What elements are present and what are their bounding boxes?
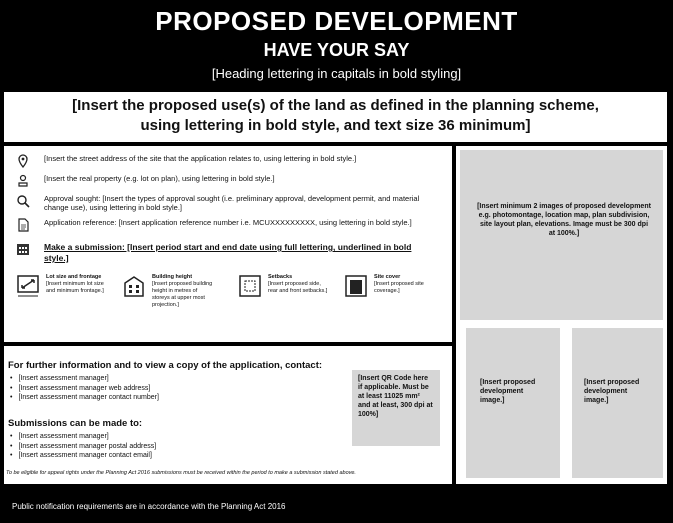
calendar-icon [16,242,30,256]
site-cover-icon [344,274,368,298]
document-icon [16,218,30,232]
proposed-use-box [4,92,667,142]
list-item: • [Insert assessment manager postal address] [10,442,156,452]
appeal-note: To be eligible for appeal rights under the Planning Act 2016 submissions must be received within the period to make a submission stated above. [6,470,356,476]
main-image-placeholder [460,150,663,320]
submission-title: Submissions can be made to: [8,418,143,429]
main-image-text: [Insert minimum 2 images of proposed development e.g. photomontage, location map, plan subdivision, site layout plan, elevations. Image must be 300 dpi at 100%.] [477,203,651,237]
list-item: • [Insert assessment manager] [10,374,159,384]
feature-title: Site cover [374,274,401,280]
list-item: • [Insert assessment manager web address] [10,384,159,394]
page-subtitle: HAVE YOUR SAY [263,40,410,60]
contact-list [10,374,159,403]
proposed-use-line-1: [Insert the proposed use(s) of the land as defined in the planning scheme, [72,97,599,114]
header [0,0,673,92]
image-placeholder-left [466,328,560,478]
property-icon [16,174,30,188]
address-text: [Insert the street address of the site that the application relates to, using lettering in bold style.] [44,154,357,163]
page-title: PROPOSED DEVELOPMENT [155,6,518,36]
feature-text: [Insert proposed side, rear and front setbacks.] [268,281,328,294]
heading-instruction: [Heading lettering in capitals in bold styling] [211,66,462,81]
image-placeholder-right [572,328,663,478]
qr-code-placeholder: [Insert QR Code here if applicable. Must be at least 11025 mm² and at least, 300 dpi at 100%] [352,370,440,446]
footer [0,488,673,523]
list-item: • [Insert assessment manager contact number] [10,393,159,403]
images-panel [456,146,667,484]
building-icon [122,274,146,298]
feature-title: Building height [152,274,193,280]
contact-panel [4,346,452,484]
contact-title: For further information and to view a copy of the application, contact: [8,360,323,371]
submission-list [10,432,156,461]
feature-text: [Insert minimum lot size and minimum frontage.] [46,281,104,294]
approval-text: Approval sought: [Insert the types of approval sought (i.e. preliminary approval, development permit, and material change use), using lettering in bold style.] [44,194,420,212]
image-right-text: [Insert proposed development image.] [584,379,640,404]
proposed-use-line-2: using lettering in bold style, and text size 36 minimum] [140,117,531,134]
search-icon [16,194,30,208]
feature-text: [Insert proposed building height in metres of storeys at upper most projection.] [152,281,213,308]
footer-text: Public notification requirements are in accordance with the Planning Act 2016 [12,502,286,511]
list-item: • [Insert assessment manager contact email] [10,451,156,461]
feature-title: Setbacks [268,274,293,280]
property-text: [Insert the real property (e.g. lot on plan), using lettering in bold style.] [44,174,275,183]
reference-text: Application reference: [Insert application reference number i.e. MCUXXXXXXXXX, using lettering in bold style.] [44,218,412,227]
feature-text: [Insert proposed site coverage.] [374,281,424,294]
list-item: • [Insert assessment manager] [10,432,156,442]
location-pin-icon [16,154,30,168]
lot-size-icon [16,274,40,298]
feature-title: Lot size and frontage [46,274,102,280]
details-panel [4,146,452,342]
submission-text: Make a submission: [Insert period start and end date using full lettering, underlined in bold style.] [44,242,412,263]
setbacks-icon [238,274,262,298]
image-left-text: [Insert proposed development image.] [480,379,536,404]
